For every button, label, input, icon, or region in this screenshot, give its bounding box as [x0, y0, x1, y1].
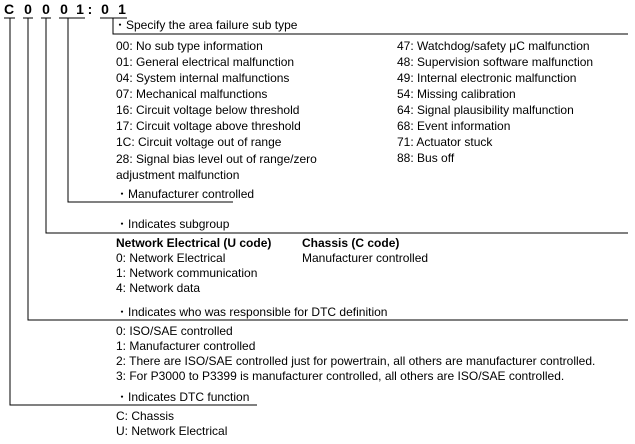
sub-type-item: 28: Signal bias level out of range/zero adjustment malfunction	[116, 152, 317, 182]
code-separator: :	[87, 1, 93, 17]
sub-type-item: 64: Signal plausibility malfunction	[397, 103, 574, 117]
function-heading: ・Indicates DTC function	[116, 390, 250, 404]
network-item: 0: Network Electrical	[116, 251, 226, 265]
code-char-3: 0	[60, 1, 68, 17]
manufacturer-heading: ・Manufacturer controlled	[116, 187, 255, 201]
sub-type-item: 07: Mechanical malfunctions	[116, 87, 268, 101]
responsible-item: 0: ISO/SAE controlled	[116, 324, 233, 338]
chassis-item: Manufacturer controlled	[302, 251, 429, 265]
code-char-2: 0	[42, 1, 50, 17]
code-char-c: C	[3, 1, 15, 17]
sub-type-item: 71: Actuator stuck	[397, 135, 493, 149]
sub-type-item: 47: Watchdog/safety μC malfunction	[397, 39, 590, 53]
sub-type-item: 49: Internal electronic malfunction	[397, 71, 577, 85]
network-item: 4: Network data	[116, 281, 201, 295]
sub-type-item: 16: Circuit voltage below threshold	[116, 103, 300, 117]
sub-type-item: 00: No sub type information	[116, 39, 263, 53]
sub-type-item: 04: System internal malfunctions	[116, 71, 290, 85]
function-item: U: Network Electrical	[116, 424, 228, 438]
network-item: 1: Network communication	[116, 266, 258, 280]
sub-type-item: 1C: Circuit voltage out of range	[116, 135, 282, 149]
responsible-item: 2: There are ISO/SAE controlled just for powertrain, all others are manufacturer controlled.	[116, 354, 596, 368]
code-char-4: 1	[76, 1, 84, 17]
sub-type-item: 48: Supervision software malfunction	[397, 55, 594, 69]
code-char-5: 0	[101, 1, 109, 17]
sub-type-item: 88: Bus off	[397, 151, 455, 165]
sub-type-heading: ・Specify the area failure sub type	[114, 18, 298, 32]
subgroup-heading: ・Indicates subgroup	[116, 217, 230, 231]
function-item: C: Chassis	[116, 409, 175, 423]
code-char-1: 0	[24, 1, 32, 17]
sub-type-item: 17: Circuit voltage above threshold	[116, 119, 301, 133]
responsible-heading: ・Indicates who was responsible for DTC definition	[116, 305, 388, 319]
responsible-item: 1: Manufacturer controlled	[116, 339, 256, 353]
network-electrical-title: Network Electrical (U code)	[116, 236, 272, 250]
sub-type-item: 01: General electrical malfunction	[116, 55, 295, 69]
chassis-title: Chassis (C code)	[302, 236, 400, 250]
responsible-item: 3: For P3000 to P3399 is manufacturer controlled, all others are ISO/SAE controlled.	[116, 369, 565, 383]
code-char-6: 1	[118, 1, 126, 17]
sub-type-item: 68: Event information	[397, 119, 511, 133]
sub-type-item: 54: Missing calibration	[397, 87, 516, 101]
